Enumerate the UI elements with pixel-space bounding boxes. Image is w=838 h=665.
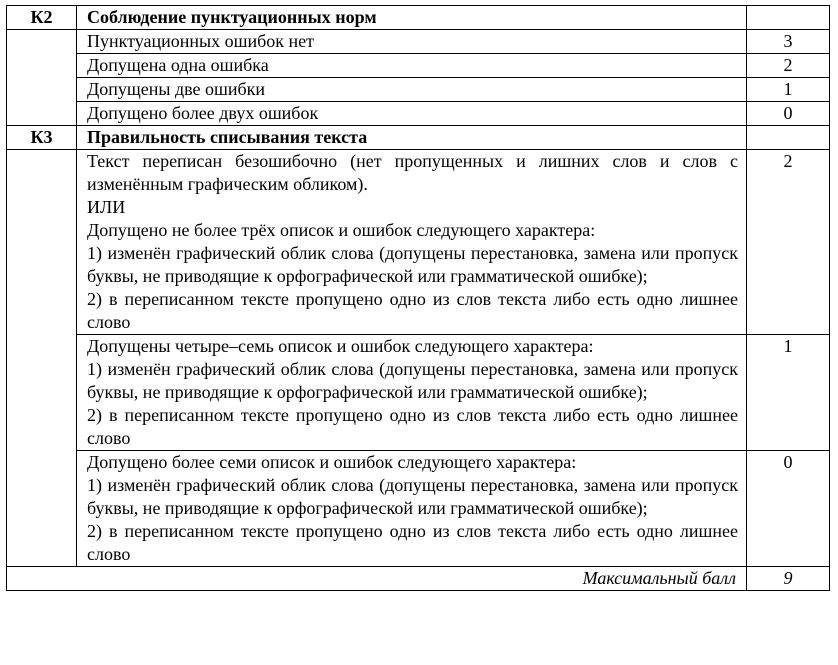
k3-row2-item2: 2) в переписанном тексте пропущено одно из слов текста либо есть одно лишнее слово [87,405,738,448]
table-row [7,451,830,567]
total-row [7,567,830,591]
k2-criterion-text: Пунктуационных ошибок нет [77,30,747,54]
k2-title: Соблюдение пунктуационных норм [77,6,747,30]
k3-row1-item2: 2) в переписанном тексте пропущено одно из слов текста либо есть одно лишнее слово [87,289,738,332]
k2-score: 2 [747,54,830,78]
table-row [7,335,830,451]
k3-row2-item1: 1) изменён графический облик слова (допущены перестановка, замена или пропуск буквы, не приводящие к орфографической или грамматической ошибке); [87,359,738,402]
k2-code: К2 [7,6,77,30]
k3-score: 1 [747,335,830,451]
k2-criterion-text: Допущено более двух ошибок [77,102,747,126]
k2-criterion-text: Допущены две ошибки [77,78,747,102]
k3-criterion-text [77,150,747,335]
criteria-table [6,5,830,591]
k3-row1-line1: Текст переписан безошибочно (нет пропущенных и лишних слов и слов с изменённым графическим обликом). [87,151,738,194]
k2-header-row [7,6,830,30]
k2-score: 3 [747,30,830,54]
k3-row3-item2: 2) в переписанном тексте пропущено одно из слов текста либо есть одно лишнее слово [87,521,738,564]
table-row [7,54,830,78]
table-row [7,30,830,54]
k3-score: 0 [747,451,830,567]
k3-row3-item1: 1) изменён графический облик слова (допущены перестановка, замена или пропуск буквы, не приводящие к орфографической или грамматической ошибке); [87,475,738,518]
k2-score: 1 [747,78,830,102]
k3-criterion-text [77,335,747,451]
table-row [7,102,830,126]
k2-criterion-text: Допущена одна ошибка [77,54,747,78]
total-label: Максимальный балл [7,567,747,591]
k3-title: Правильность списывания текста [77,126,747,150]
k3-header-score-empty [747,126,830,150]
k3-score: 2 [747,150,830,335]
k2-score: 0 [747,102,830,126]
k3-row1-line3: Допущено не более трёх описок и ошибок следующего характера: [87,220,596,240]
table-row [7,78,830,102]
k3-code: К3 [7,126,77,150]
k3-row3-line1: Допущено более семи описок и ошибок следующего характера: [87,452,577,472]
k3-header-row [7,126,830,150]
k3-row2-line1: Допущены четыре–семь описок и ошибок следующего характера: [87,336,594,356]
total-value: 9 [747,567,830,591]
k3-row1-item1: 1) изменён графический облик слова (допущены перестановка, замена или пропуск буквы, не приводящие к орфографической или грамматической ошибке); [87,243,738,286]
table-row [7,150,830,335]
k3-criterion-text [77,451,747,567]
k2-header-score-empty [747,6,830,30]
k3-row1-or: ИЛИ [87,197,126,217]
